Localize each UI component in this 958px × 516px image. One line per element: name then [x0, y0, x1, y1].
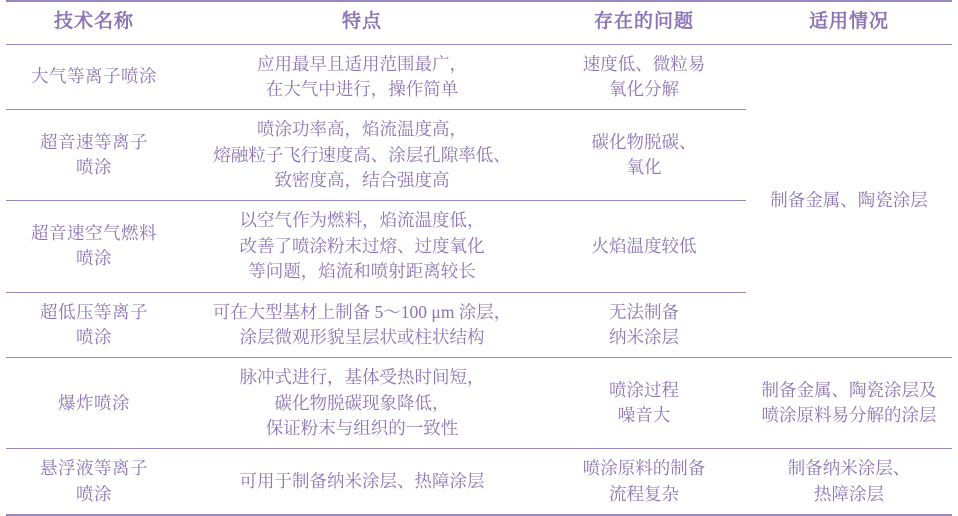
- cell-line: 保证粉末与组织的一致性: [265, 418, 459, 439]
- column-header-technology-name: 技术名称: [6, 1, 182, 44]
- applications-cell: [746, 358, 952, 449]
- cell-line: 涂层微观形貌呈层状或柱状结构: [239, 326, 485, 347]
- cell-line: 喷涂原料的制备: [582, 458, 706, 479]
- features-cell: [182, 44, 542, 110]
- problems-cell: [542, 292, 746, 358]
- problems-cell: [542, 358, 746, 449]
- table-body: [6, 44, 952, 515]
- cell-line: 喷涂: [76, 483, 112, 504]
- cell-line: 碳化物脱碳现象降低，: [274, 392, 450, 413]
- table-header: [6, 1, 952, 44]
- cell-line: 喷涂: [76, 326, 112, 347]
- technology-name-cell: [6, 44, 182, 110]
- cell-line: 在大气中进行，操作简单: [265, 78, 459, 99]
- cell-line: 速度低、微粒易: [582, 53, 706, 74]
- table-row: [6, 44, 952, 110]
- column-header-problems: 存在的问题: [542, 1, 746, 44]
- cell-line: 制备金属、陶瓷涂层及: [761, 379, 937, 400]
- cell-line: 超低压等离子: [40, 301, 148, 322]
- cell-line: 碳化物脱碳、: [591, 131, 697, 152]
- cell-line: 等问题，焰流和喷射距离较长: [248, 261, 476, 282]
- features-cell: [182, 358, 542, 449]
- cell-line: 悬浮液等离子: [40, 458, 148, 479]
- cell-line: 熔融粒子飞行速度高、涂层孔隙率低、: [213, 144, 511, 165]
- cell-line: 热障涂层: [814, 483, 884, 504]
- cell-line: 噪音大: [617, 405, 671, 426]
- column-header-features: 特点: [182, 1, 542, 44]
- cell-line: 以空气作为燃料，焰流温度低，: [239, 210, 485, 231]
- cell-line: 氧化分解: [609, 78, 679, 99]
- cell-line: 致密度高，结合强度高: [274, 170, 450, 191]
- cell-line: 喷涂功率高，焰流温度高，: [257, 119, 467, 140]
- cell-line: 喷涂: [76, 157, 112, 178]
- cell-line: 氧化: [626, 157, 662, 178]
- features-cell: [182, 110, 542, 201]
- thermal-spray-comparison-table: [6, 0, 952, 516]
- cell-line: 喷涂原料易分解的涂层: [761, 405, 937, 426]
- cell-line: 大气等离子喷涂: [31, 66, 157, 87]
- cell-line: 无法制备: [609, 301, 679, 322]
- technology-name-cell: [6, 110, 182, 201]
- cell-line: 制备纳米涂层、: [787, 458, 911, 479]
- table-row: [6, 358, 952, 449]
- problems-cell: [542, 201, 746, 292]
- cell-line: 流程复杂: [609, 483, 679, 504]
- problems-cell: [542, 110, 746, 201]
- cell-line: 喷涂过程: [609, 379, 679, 400]
- problems-cell: [542, 449, 746, 515]
- applications-cell: [746, 449, 952, 515]
- problems-cell: [542, 44, 746, 110]
- table-row: [6, 449, 952, 515]
- applications-cell: [746, 44, 952, 358]
- cell-line: 喷涂: [76, 248, 112, 269]
- cell-line: 可用于制备纳米涂层、热障涂层: [239, 471, 485, 492]
- cell-line: 改善了喷涂粉末过熔、过度氧化: [239, 235, 485, 256]
- cell-line: 应用最早且适用范围最广，: [257, 53, 467, 74]
- cell-line: 超音速空气燃料: [31, 223, 157, 244]
- features-cell: [182, 292, 542, 358]
- technology-name-cell: [6, 358, 182, 449]
- technology-name-cell: [6, 201, 182, 292]
- cell-line: 可在大型基材上制备 5～100 μm 涂层，: [212, 301, 512, 322]
- cell-line: 超音速等离子: [40, 131, 148, 152]
- technology-name-cell: [6, 292, 182, 358]
- features-cell: [182, 201, 542, 292]
- technology-name-cell: [6, 449, 182, 515]
- header-row: [6, 1, 952, 44]
- cell-line: 脉冲式进行，基体受热时间短，: [239, 367, 485, 388]
- cell-line: 火焰温度较低: [591, 235, 697, 256]
- cell-line: 爆炸喷涂: [58, 392, 130, 413]
- cell-line: 制备金属、陶瓷涂层: [770, 190, 928, 211]
- column-header-applications: 适用情况: [746, 1, 952, 44]
- features-cell: [182, 449, 542, 515]
- cell-line: 纳米涂层: [609, 326, 679, 347]
